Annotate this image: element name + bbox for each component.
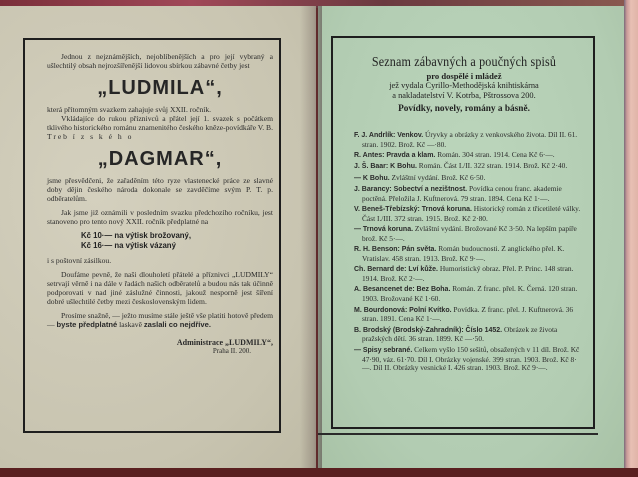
catalog-entry: — Spisy sebrané. Celkem vyšlo 150 sešitů, obsažených v 11 díl. Brož. Kč 47·90, váz. 61·70. Díl I. Obrázky vojenské. 399 stran. 1903. Brož. Kč 8·—. Díl II. Obrázky vesnické I. 426 stran. 1903. Brož. Kč 9·—. [354,344,580,373]
request-bold-2: zaslali co nejdříve. [143,320,211,329]
book-binding-bottom [0,468,638,477]
author-name-spaced: b í z s k é h o [63,132,134,141]
catalog-entry: M. Bourdonová: Polní Kvítko. Povídka. Z franc. přel. J. Kuftnerová. 36 stran. 1891. Cena Kč 1·—. [354,304,574,324]
request-bold-1: byste předplatné [56,320,118,329]
request-paragraph [47,311,273,329]
publisher-line-2: a nakladatelství V. Kotrba, Pštrossova 200. [392,90,536,100]
dagmar-intro-paragraph [47,114,273,141]
catalog-entry: V. Beneš-Třebízský: Trnová koruna. Historický román z třicetileté války. Část I./III. 372 stran. 1915. Brož. Kč 2·80. [354,204,581,223]
novel-title-dagmar: „DAGMAR“, [97,148,223,170]
catalog-header [333,55,595,115]
book-spine [300,6,322,469]
price-paperback: Kč 10·— na výtisk brožovaný, [81,231,192,240]
catalog-entry: R. H. Benson: Pán světa. Román budoucnosti. Z anglického přel. K. Vratislav. 458 stran. 1913. Brož. Kč 9·—. [354,244,565,264]
ludmila-announcement [47,52,273,356]
request-text-mid: laskavě [119,320,142,329]
conviction-paragraph: jsme přesvědčeni, že zařaděním této ryze vlastenecké práce ze slavné doby dějin českého národa dokonale se zavděčíme svým P. T. p. odběratelům. [47,176,273,203]
administration-signature: Administrace „LUDMILY“, [176,338,273,347]
catalog-entry: R. Antes: Pravda a klam. Román. 304 stran. 1914. Cena Kč 6·—. [354,150,555,160]
request-text: Prosíme snažně, — ježto musíme stále ještě vše platiti hotově předem — [47,311,273,329]
postal-note: i s poštovní zásilkou. [47,256,112,265]
administration-address: Praha II. 200. [212,347,251,355]
section-heading: Povídky, novely, romány a básně. [398,104,530,114]
catalog-entry: Ch. Bernard de: Lví kůže. Humoristický obraz. Přel. P. Princ. 148 stran. 1914. Brož. Kč 2·—. [354,264,574,284]
series-title-ludmila: „LUDMILA“, [97,77,223,99]
dagmar-intro-text: Vkládajíce do rukou příznivců a přátel její 1. svazek s počátkem tklivého historického románu znamenitého českého kněze-povídkáře V. B. T r e [47,114,273,141]
catalog-entries [354,131,582,375]
catalog-entry: J. Barancy: Sobectví a nezištnost. Povídka cenou franc. akademie poctěná. Přeložila J. Kuftnerová. 79 stran. 1894. Cena Kč 1·—. [354,183,562,203]
catalog-title: Seznam zábavných a poučných spisů [371,55,557,70]
right-divider-line [318,433,598,435]
catalog-entry: A. Besancenet de: Bez Boha. Román. Z franc. přel. K. Černá. 120 stran. 1903. Brožované Kč 1·60. [354,284,578,304]
book-edge [624,0,638,477]
catalog-entry: — Trnová koruna. Zvláštní vydání. Brožované Kč 3·50. Na lepším papíře brož. Kč 5·—. [354,224,577,243]
publisher-line-1: jež vydala Cyrillo-Methodějská knihtiskárna [389,81,539,90]
hope-paragraph: Doufáme pevně, že naši dlouholetí přátelé a příznivci „LUDMILY“ setrvají věrně i na dále v řadách našich odběratelů a budou nás tak účinně podporovati v nad jiné záslužné činnosti, jakouž nesporně jest šíření dobré ušlechtilé četby mezi československým lidem. [47,270,273,306]
catalog-subtitle: pro dospělé i mládež [426,71,502,81]
catalog-entry: — K Bohu. Zvláštní vydání. Brož. Kč 6·50. [354,172,486,182]
intro-paragraph: Jednou z nejznámějších, nejoblíbenějších a pro její vybraný a ušlechtilý obsah nejrozšířenější lidovou sbírkou zábavné četby jest [47,52,273,70]
catalog-entry: F. J. Andrlík: Venkov. Úryvky a obrázky z venkovského života. Díl II. 61. stran. 1902. Brož. Kč —·80. [354,130,578,149]
catalog-entry: J. Š. Baar: K Bohu. Román. Část I./II. 322 stran. 1914. Brož. Kč 2·40. [354,161,568,171]
price-hardcover: Kč 16·— na výtisk vázaný [81,241,176,250]
subscription-paragraph: Jak jsme již oznámili v posledním svazku předchozího ročníku, jest stanoveno pro tento nový XXII. ročník předplatné na [47,208,273,226]
series-volume-text: která přítomným svazkem zahajuje svůj XXII. ročník. [47,105,212,114]
catalog-entry: B. Brodský (Brodský-Zahradník): Číslo 1452. Obrázek ze života pražských dětí. 36 stran. 1899. Kč —·50. [354,324,558,344]
